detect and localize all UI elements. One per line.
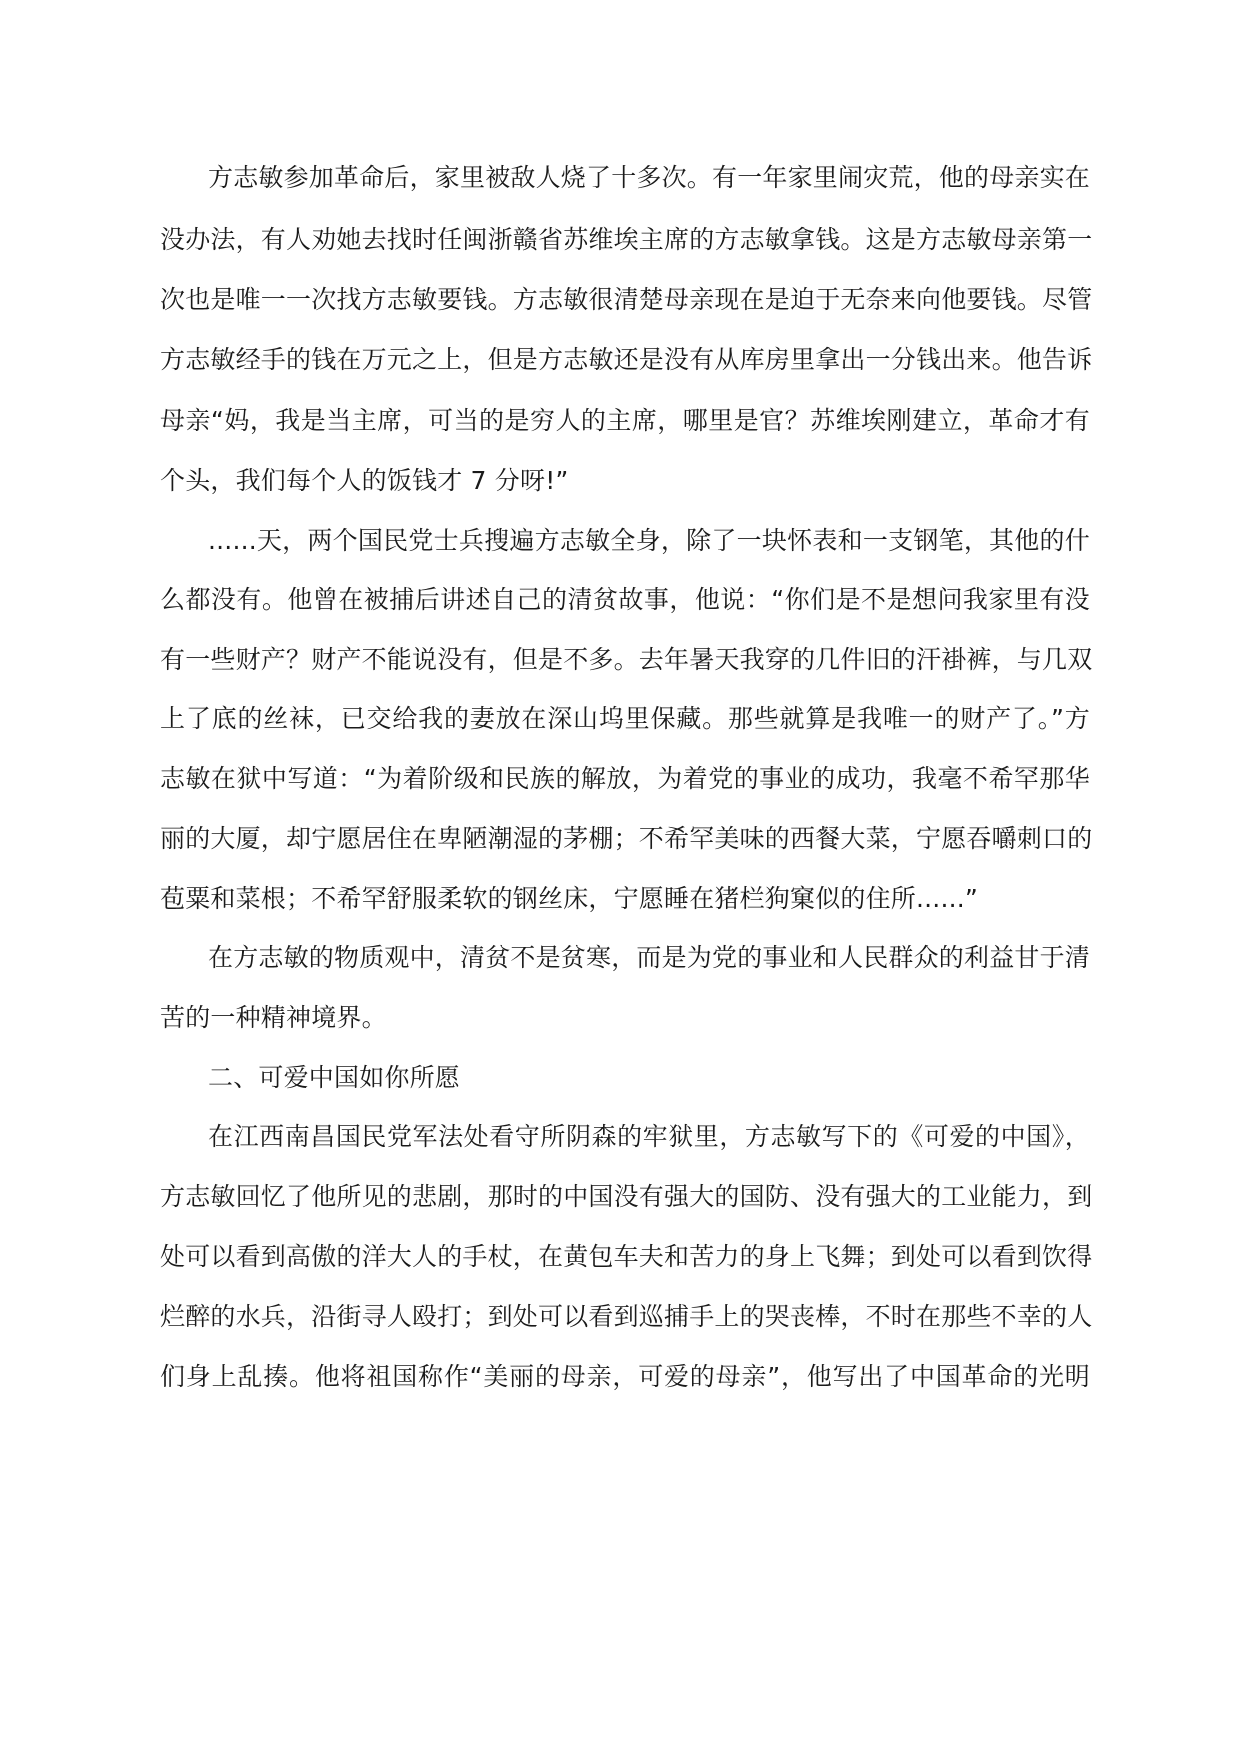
text-line: 烂醉的水兵，沿街寻人殴打；到处可以看到巡捕手上的哭丧棒，不时在那些不幸的人 xyxy=(160,1302,1093,1331)
text-line: 在江西南昌国民党军法处看守所阴森的牢狱里，方志敏写下的《可爱的中国》， xyxy=(208,1122,1090,1151)
text-line: 上了底的丝袜，已交给我的妻放在深山坞里保藏。那些就算是我唯一的财产了。”方 xyxy=(160,704,1090,733)
text-line: 方志敏回忆了他所见的悲剧，那时的中国没有强大的国防、没有强大的工业能力，到 xyxy=(160,1182,1093,1211)
text-line: 方志敏参加革命后，家里被敌人烧了十多次。有一年家里闹灾荒，他的母亲实在 xyxy=(208,163,1091,192)
text-line: 们身上乱揍。他将祖国称作“美丽的母亲，可爱的母亲”，他写出了中国革命的光明 xyxy=(160,1362,1090,1391)
text-line: 有一些财产？财产不能说没有，但是不多。去年暑天我穿的几件旧的汗褂裤，与几双 xyxy=(160,645,1093,674)
text-line: 没办法，有人劝她去找时任闽浙赣省苏维埃主席的方志敏拿钱。这是方志敏母亲第一 xyxy=(160,225,1093,254)
text-line: 苞粟和菜根；不希罕舒服柔软的钢丝床，宁愿睡在猪栏狗窠似的住所......” xyxy=(160,884,979,913)
text-line: 母亲“妈，我是当主席，可当的是穷人的主席，哪里是官？苏维埃刚建立，革命才有 xyxy=(160,406,1090,435)
text-line: ......天，两个国民党士兵搜遍方志敏全身，除了一块怀表和一支钢笔，其他的什 xyxy=(208,526,1090,555)
text-line: 个头，我们每个人的饭钱才 7 分呀!” xyxy=(160,466,569,495)
text-line: 处可以看到高傲的洋大人的手杖，在黄包车夫和苦力的身上飞舞；到处可以看到饮得 xyxy=(160,1242,1093,1271)
text-line: 么都没有。他曾在被捕后讲述自己的清贫故事，他说：“你们是不是想问我家里有没 xyxy=(160,585,1090,614)
text-line: 苦的一种精神境界。 xyxy=(160,1003,387,1032)
text-line: 丽的大厦，却宁愿居住在卑陋潮湿的茅棚；不希罕美味的西餐大菜，宁愿吞嚼刺口的 xyxy=(160,824,1093,853)
text-line: 志敏在狱中写道：“为着阶级和民族的解放，为着党的事业的成功，我毫不希罕那华 xyxy=(160,764,1090,793)
text-line: 在方志敏的物质观中，清贫不是贫寒，而是为党的事业和人民群众的利益甘于清 xyxy=(208,943,1091,972)
text-line: 次也是唯一一次找方志敏要钱。方志敏很清楚母亲现在是迫于无奈来向他要钱。尽管 xyxy=(160,285,1093,314)
section-heading: 二、可爱中国如你所愿 xyxy=(208,1063,461,1092)
text-line: 方志敏经手的钱在万元之上，但是方志敏还是没有从库房里拿出一分钱出来。他告诉 xyxy=(160,345,1093,374)
